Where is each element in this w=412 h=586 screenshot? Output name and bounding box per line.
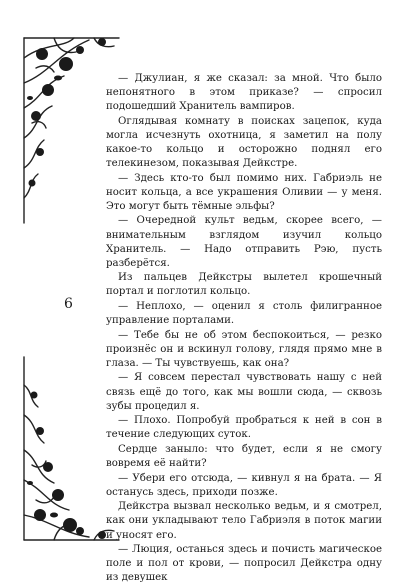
paragraph: — Плохо. Попробуй пробраться к ней в сон в течение следующих суток. [106, 415, 382, 441]
paragraph: — Тебе бы не об этом беспокоиться, — резко произнёс он и вскинул голову, глядя прямо мне в глаза. — Ты чувствуешь, как она? [106, 329, 382, 369]
paragraph: — Я совсем перестал чувствовать нашу с ней связь ещё до того, как мы вошли сюда, — сквозь зубы процедил я. [106, 372, 382, 412]
body-text [106, 72, 382, 586]
paragraph: — Неплохо, — оценил я столь филигранное управление порталами. [106, 301, 382, 327]
paragraph: — Очередной культ ведьм, скорее всего, — внимательным взглядом изучил кольцо Хранитель. — Надо отправить Рэю, пусть разберётся. [106, 215, 382, 269]
page-number: 6 [64, 296, 73, 312]
paragraph: — Люция, останься здесь и почисть магическое поле и пол от крови, — попросил Дейкстра одну из девушек [106, 544, 382, 584]
paragraph: Дейкстра вызвал несколько ведьм, и я смотрел, как они укладывают тело Габриэля в поток магии и уносят его. [106, 501, 382, 541]
paragraph: — Убери его отсюда, — кивнул я на брата. — Я останусь здесь, приходи позже. [106, 472, 382, 498]
paragraph: — Здесь кто-то был помимо них. Габриэль не носит кольца, а все украшения Оливии — у меня. Это могут быть тёмные эльфы? [106, 172, 382, 212]
paragraph: Оглядывая комнату в поисках зацепок, куда могла исчезнуть охотница, я заметил на полу какое-то кольцо и осторожно поднял его телекинезом, показывая Дейкстре. [106, 115, 382, 170]
paragraph: — Джулиан, я же сказал: за мной. Что было непонятного в этом приказе? — спросил подошедший Хранитель вампиров. [106, 73, 382, 113]
paragraph: Сердце заныло: что будет, если я не смогу вовремя её найти? [106, 443, 382, 470]
floral-ornament-bottom-icon [14, 355, 124, 550]
paragraph: Из пальцев Дейкстры вылетел крошечный портал и поглотил кольцо. [106, 272, 382, 298]
